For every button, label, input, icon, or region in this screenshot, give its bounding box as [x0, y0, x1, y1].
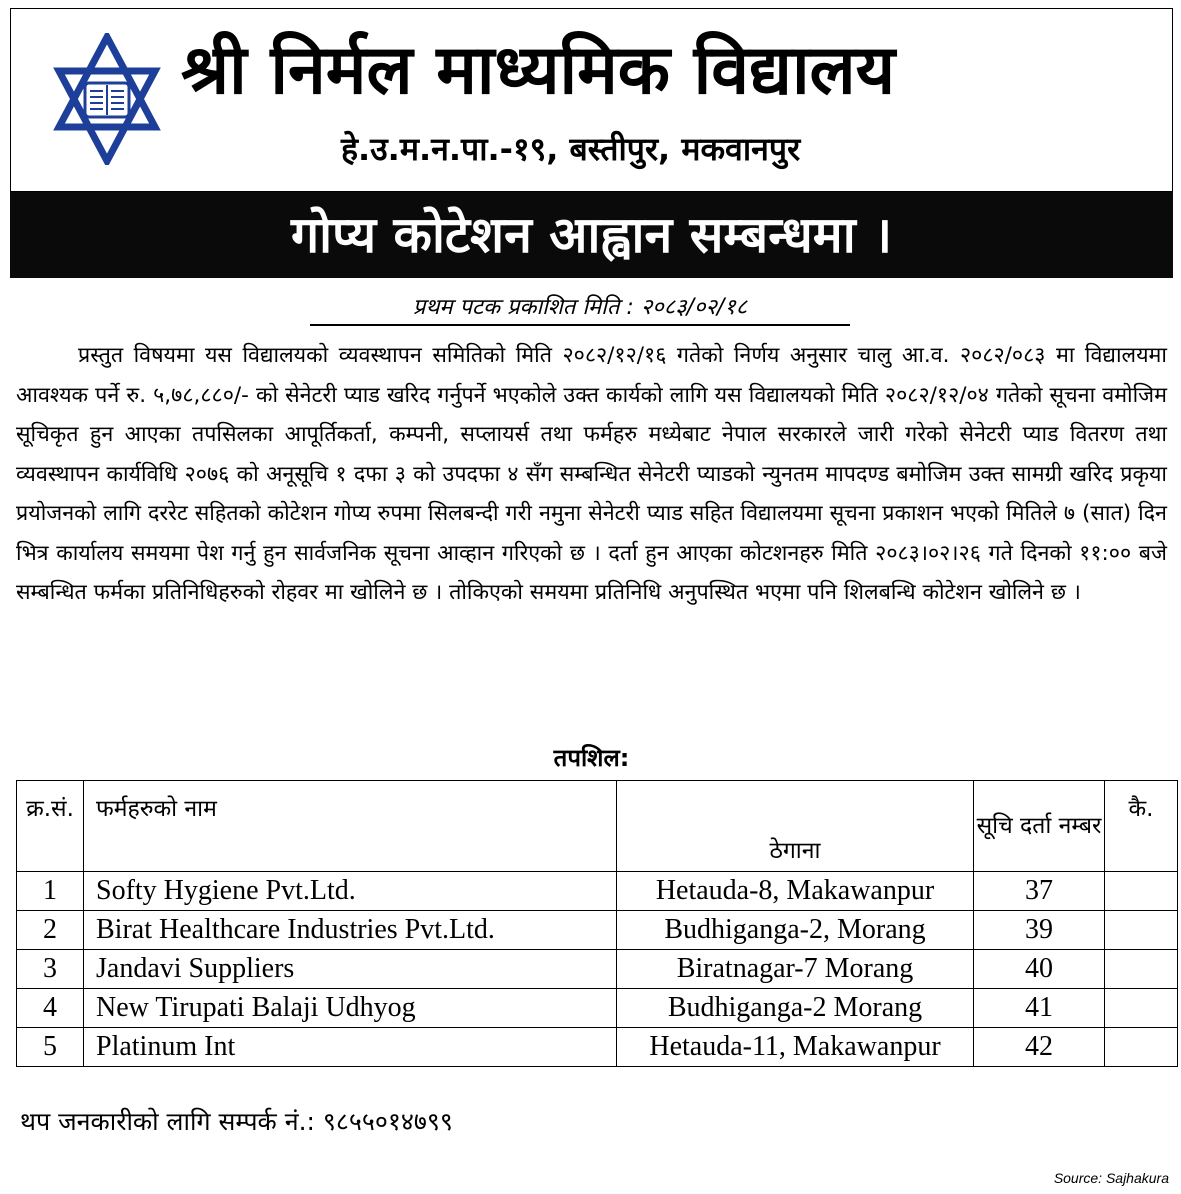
cell-sn: 3	[17, 950, 84, 989]
cell-remarks	[1105, 1028, 1178, 1067]
contact-info: थप जनकारीको लागि सम्पर्क नं.: ९८५५०१४७९९	[20, 1107, 453, 1136]
cell-reg: 37	[974, 872, 1105, 911]
school-header	[10, 8, 1173, 192]
cell-reg: 39	[974, 911, 1105, 950]
table-row	[17, 872, 1178, 911]
cell-name: Jandavi Suppliers	[84, 950, 617, 989]
notice-title: गोप्य कोटेशन आह्वान सम्बन्धमा ।	[10, 192, 1173, 278]
source-credit: Source: Sajhakura	[1053, 1170, 1169, 1186]
firms-table	[16, 780, 1178, 1067]
table-header-row	[17, 781, 1178, 872]
cell-address: Hetauda-11, Makawanpur	[617, 1028, 974, 1067]
notice-frame	[10, 8, 1173, 1158]
header-remarks: कै.	[1105, 781, 1178, 872]
table-row	[17, 989, 1178, 1028]
cell-remarks	[1105, 950, 1178, 989]
table-row	[17, 911, 1178, 950]
cell-address: Budhiganga-2, Morang	[617, 911, 974, 950]
cell-sn: 1	[17, 872, 84, 911]
school-name: श्री निर्मल माध्यमिक विद्यालय	[181, 31, 896, 110]
cell-sn: 2	[17, 911, 84, 950]
cell-sn: 5	[17, 1028, 84, 1067]
cell-address: Biratnagar-7 Morang	[617, 950, 974, 989]
cell-name: Softy Hygiene Pvt.Ltd.	[84, 872, 617, 911]
header-sn: क्र.सं.	[17, 781, 84, 872]
cell-name: Platinum Int	[84, 1028, 617, 1067]
cell-reg: 41	[974, 989, 1105, 1028]
cell-remarks	[1105, 911, 1178, 950]
cell-remarks	[1105, 989, 1178, 1028]
table-row	[17, 950, 1178, 989]
cell-sn: 4	[17, 989, 84, 1028]
cell-remarks	[1105, 872, 1178, 911]
cell-address: Budhiganga-2 Morang	[617, 989, 974, 1028]
cell-reg: 40	[974, 950, 1105, 989]
cell-name: Birat Healthcare Industries Pvt.Ltd.	[84, 911, 617, 950]
star-emblem-book-icon	[49, 33, 165, 165]
table-row	[17, 1028, 1178, 1067]
header-address: ठेगाना	[617, 781, 974, 872]
school-address: हे.उ.म.न.पा.-१९, बस्तीपुर, मकवानपुर	[341, 130, 801, 168]
notice-body: प्रस्तुत विषयमा यस विद्यालयको व्यवस्थापन समितिको मिति २०८२/१२/१६ गतेको निर्णय अनुसार चालु आ.व. २०८२/०८३ मा विद्यालयमा आवश्यक पर्ने रु. ५,७८,८८०/- को सेनेटरी प्याड खरिद गर्नुपर्ने भएकोले उक्त कार्यको लागि यस विद्यालयको मिति २०८२/१२/०४ गतेको सूचना वमोजिम सूचिकृत हुन आएका तपसिलका आपूर्तिकर्ता, कम्पनी, सप्लायर्स तथा फर्महरु मध्येबाट नेपाल सरकारले जारी गरेको सेनेटरी प्याड वितरण तथा व्यवस्थापन कार्यविधि २०७६ को अनूसूचि १ दफा ३ को उपदफा ४ सँग सम्बन्धित सेनेटरी प्याडको न्युनतम मापदण्ड बमोजिम उक्त सामग्री खरिद प्रकृया प्रयोजनको लागि दररेट सहितको कोटेशन गोप्य रुपमा सिलबन्दी गरी नमुना सेनेटरी प्याड सहित विद्यालयमा सूचना प्रकाशन भएको मितिले ७ (सात) दिन भित्र कार्यालय समयमा पेश गर्नु हुन सार्वजनिक सूचना आव्हान गरिएको छ । दर्ता हुन आएका कोटशनहरु मिति २०८३।०२।२६ गते दिनको ११:०० बजे सम्बन्धित फर्मका प्रतिनिधिहरुको रोहवर मा खोलिने छ । तोकिएको समयमा प्रतिनिधि अनुपस्थित भएमा पनि शिलबन्धि कोटेशन खोलिने छ ।	[16, 343, 1167, 605]
cell-name: New Tirupati Balaji Udhyog	[84, 989, 617, 1028]
cell-reg: 42	[974, 1028, 1105, 1067]
table-title: तपशिल:	[553, 744, 630, 772]
cell-address: Hetauda-8, Makawanpur	[617, 872, 974, 911]
header-reg: सूचि दर्ता नम्बर	[974, 781, 1105, 872]
publication-date: प्रथम पटक प्रकाशित मिति : २०८३/०२/१८	[310, 292, 850, 326]
header-name: फर्महरुको नाम	[84, 781, 617, 872]
